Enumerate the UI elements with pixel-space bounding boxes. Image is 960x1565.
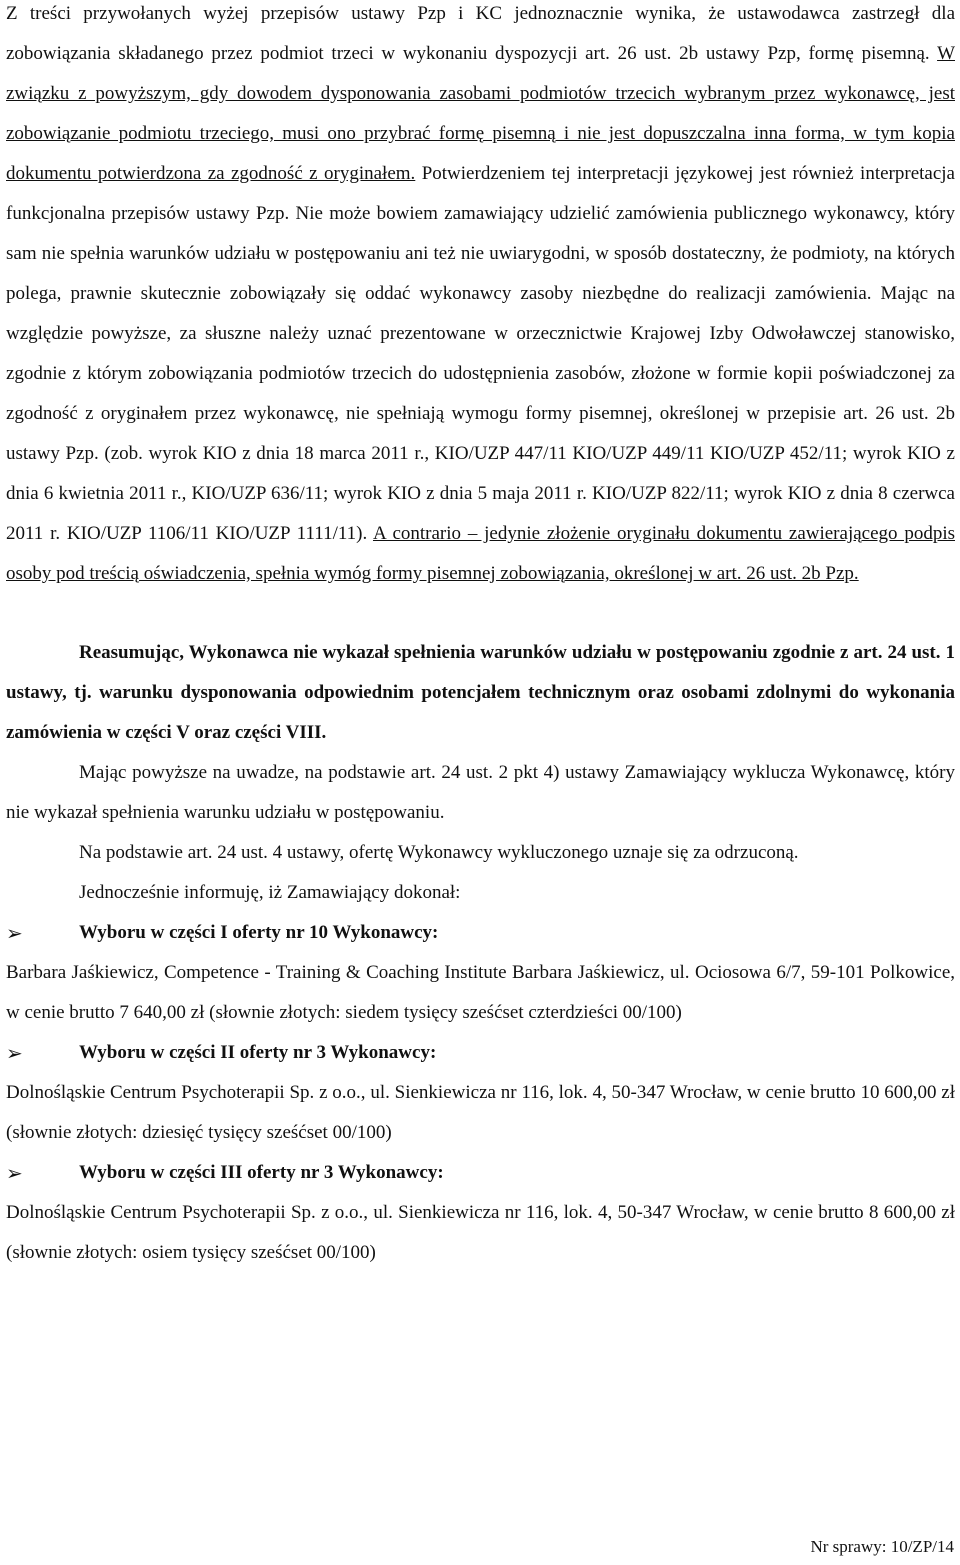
case-number-footer: Nr sprawy: 10/ZP/14 — [810, 1537, 954, 1556]
paragraph-legal-analysis — [6, 0, 955, 594]
paragraph-info-intro: Jednocześnie informuję, iż Zamawiający dokonał: — [79, 882, 461, 903]
text-run: Potwierdzeniem tej interpretacji językowej jest również interpretacja funkcjonalna przepisów ustawy Pzp. Nie może bowiem zamawiający udzielić zamówienia publicznego wykonawcy, który sam nie spełnia warunków udziału w postępowaniu ani też nie uwiarygodni, w sposób dostateczny, że podmioty, na których polega, prawnie skutecznie zobowiązały się oddać wykonawcy zasoby niezbędne do realizacji zamówienia. Mając na względzie powyższe, za słuszne należy uznać prezentowane w orzecznictwie Krajowej Izby Odwoławczej stanowisko, zgodnie z którym zobowiązania podmiotów trzecich do udostępnienia zasobów, złożone w formie kopii poświadczonej za zgodność z oryginałem przez wykonawcę, nie spełniają wymogu formy pisemnej, określonej w przepisie art. 26 ust. 2b ustawy Pzp. (zob. wyrok KIO z dnia 18 marca 2011 r., KIO/UZP 447/11 KIO/UZP 449/11 KIO/UZP 452/11; wyrok KIO z dnia 6 kwietnia 2011 r., KIO/UZP 636/11; wyrok KIO z dnia 5 maja 2011 r. KIO/UZP 822/11; wyrok KIO z dnia 8 czerwca 2011 r. KIO/UZP 1106/11 KIO/UZP 1111/11). — [6, 163, 955, 544]
choice-heading-text: Wyboru w części I oferty nr 10 Wykonawcy: — [79, 922, 439, 943]
underlined-text-run: A contrario – jedynie złożenie oryginału dokumentu zawierającego podpis osoby pod treścią oświadczenia, spełnia wymóg formy pisemnej zobowiązania, określonej w art. 26 ust. 2b Pzp. — [6, 523, 955, 584]
paragraph-rejection: Na podstawie art. 24 ust. 4 ustawy, ofertę Wykonawcy wykluczonego uznaje się za odrzuconą. — [79, 842, 799, 863]
choice-heading-text: Wyboru w części II oferty nr 3 Wykonawcy: — [79, 1042, 437, 1063]
underlined-text-run: W związku z powyższym, gdy dowodem dysponowania zasobami podmiotów trzecich wybranym przez wykonawcę, jest zobowiązanie podmiotu trzeciego, musi ono przybrać formę pisemną i nie jest dopuszczalna inna forma, w tym kopia dokumentu potwierdzona za zgodność z oryginałem. — [6, 43, 955, 184]
choice-text: Dolnośląskie Centrum Psychoterapii Sp. z o.o., ul. Sienkiewicza nr 116, lok. 4, 50-347 Wrocław, w cenie brutto 10 600,00 zł (słownie złotych: dziesięć tysięcy sześćset 00/100) — [6, 1082, 955, 1143]
arrowhead-icon: ➢ — [6, 921, 23, 945]
choice-heading — [6, 1153, 955, 1193]
choice-text: Dolnośląskie Centrum Psychoterapii Sp. z o.o., ul. Sienkiewicza nr 116, lok. 4, 50-347 Wrocław, w cenie brutto 8 600,00 zł (słownie złotych: osiem tysięcy sześćset 00/100) — [6, 1202, 955, 1263]
arrowhead-icon: ➢ — [6, 1041, 23, 1065]
paragraph-exclusion: Mając powyższe na uwadze, na podstawie art. 24 ust. 2 pkt 4) ustawy Zamawiający wyklucza Wykonawcę, który nie wykazał spełnienia warunku udziału w postępowaniu. — [6, 762, 955, 823]
choice-heading — [6, 1033, 955, 1073]
paragraph-summary: Reasumując, Wykonawca nie wykazał spełnienia warunków udziału w postępowaniu zgodnie z art. 24 ust. 1 ustawy, tj. warunku dysponowania odpowiednim potencjałem technicznym oraz osobami zdolnymi do wykonania zamówienia w części V oraz części VIII. — [6, 642, 955, 743]
choice-heading-text: Wyboru w części III oferty nr 3 Wykonawcy: — [79, 1162, 444, 1183]
text-run: Z treści przywołanych wyżej przepisów ustawy Pzp i KC jednoznacznie wynika, że ustawodawca zastrzegł dla zobowiązania składanego przez podmiot trzeci w wykonaniu dyspozycji art. 26 ust. 2b ustawy Pzp, formę pisemną. — [6, 3, 955, 64]
choice-heading — [6, 913, 955, 953]
document-page — [6, 0, 955, 1273]
spacer — [6, 594, 955, 633]
choice-text: Barbara Jaśkiewicz, Competence - Training & Coaching Institute Barbara Jaśkiewicz, ul. Ociosowa 6/7, 59-101 Polkowice, w cenie brutto 7 640,00 zł (słownie złotych: siedem tysięcy sześćset czterdzieści 00/100) — [6, 962, 955, 1023]
arrowhead-icon: ➢ — [6, 1161, 23, 1185]
